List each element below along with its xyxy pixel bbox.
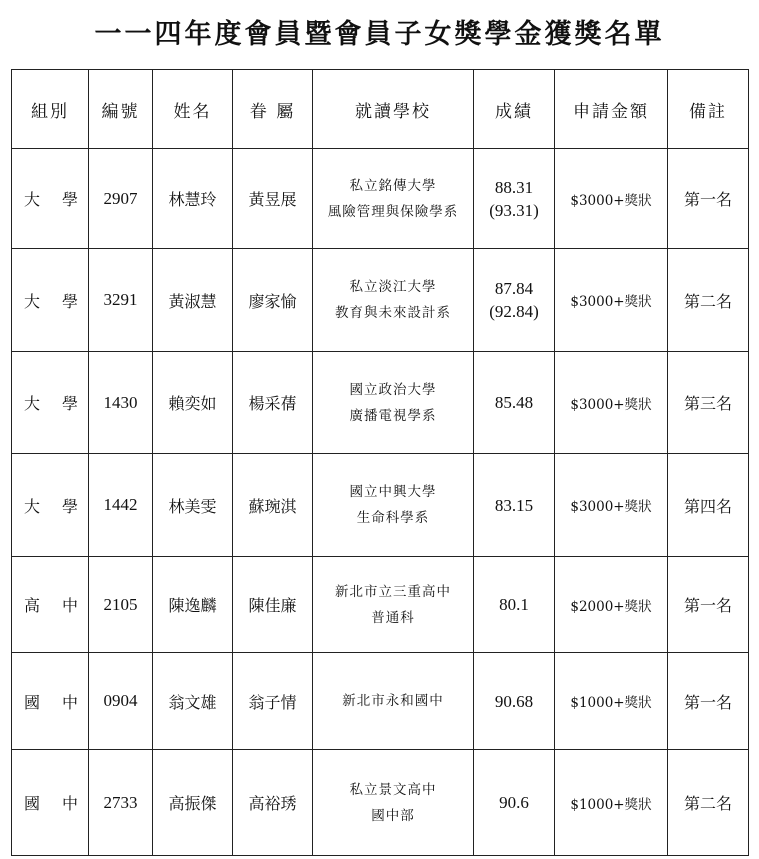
cell-note: 第三名 xyxy=(668,352,749,454)
group-char: 高 xyxy=(24,596,41,615)
score-line: 88.31 xyxy=(494,177,534,197)
cell-dependent: 廖家愉 xyxy=(233,249,313,352)
cell-score xyxy=(474,557,555,653)
group-char: 中 xyxy=(61,794,78,813)
cell-id: 3291 xyxy=(89,249,153,352)
cell-dependent: 蘇琬淇 xyxy=(233,454,313,557)
cell-school xyxy=(313,454,474,557)
header-group: 組別 xyxy=(12,70,89,149)
school-line: 廣播電視學系 xyxy=(349,407,437,424)
awards-table xyxy=(11,69,749,856)
cell-dependent: 翁子情 xyxy=(233,653,313,750)
cell-group xyxy=(12,750,89,856)
group-char: 學 xyxy=(61,496,78,516)
cell-note: 第一名 xyxy=(668,653,749,750)
cell-name: 陳逸麟 xyxy=(153,557,233,653)
score-line: 87.84 xyxy=(494,279,534,298)
cell-group xyxy=(12,249,89,352)
cell-score xyxy=(474,653,555,750)
header-name: 姓名 xyxy=(153,70,233,149)
cell-name: 黃淑慧 xyxy=(153,249,233,352)
group-char: 中 xyxy=(61,596,78,615)
school-line: 教育與未來設計系 xyxy=(335,305,451,321)
cell-id: 2907 xyxy=(89,149,153,249)
school-line: 私立景文高中 xyxy=(349,781,437,798)
school-line: 新北市永和國中 xyxy=(342,693,444,709)
cell-amount: $3000+獎狀 xyxy=(555,352,668,454)
table-row xyxy=(12,653,749,750)
group-char: 學 xyxy=(61,394,78,413)
group-char: 大 xyxy=(24,496,41,516)
cell-school xyxy=(313,653,474,750)
cell-score xyxy=(474,352,555,454)
cell-id: 1430 xyxy=(89,352,153,454)
cell-name: 林慧玲 xyxy=(153,149,233,249)
cell-group xyxy=(12,149,89,249)
header-score: 成績 xyxy=(474,70,555,149)
table-row xyxy=(12,149,749,249)
cell-note: 第一名 xyxy=(668,149,749,249)
group-char: 國 xyxy=(24,692,41,712)
cell-id: 0904 xyxy=(89,653,153,750)
group-char: 學 xyxy=(61,190,78,209)
score-line: 90.68 xyxy=(494,691,534,711)
table-row xyxy=(12,750,749,856)
school-line: 國中部 xyxy=(371,807,415,824)
school-line: 普通科 xyxy=(371,609,415,626)
table-row xyxy=(12,557,749,653)
cell-note: 第二名 xyxy=(668,750,749,856)
cell-amount: $2000+獎狀 xyxy=(555,557,668,653)
cell-group xyxy=(12,653,89,750)
cell-note: 第四名 xyxy=(668,454,749,557)
cell-dependent: 高裕琇 xyxy=(233,750,313,856)
group-char: 大 xyxy=(24,394,41,413)
school-line: 私立淡江大學 xyxy=(349,279,437,295)
cell-name: 翁文雄 xyxy=(153,653,233,750)
school-line: 國立中興大學 xyxy=(349,484,437,500)
cell-group xyxy=(12,454,89,557)
cell-amount: $1000+獎狀 xyxy=(555,653,668,750)
school-line: 風險管理與保險學系 xyxy=(327,203,459,220)
cell-score xyxy=(474,750,555,856)
cell-score xyxy=(474,249,555,352)
cell-group xyxy=(12,557,89,653)
page-title: 一一四年度會員暨會員子女獎學金獲獎名單 xyxy=(94,19,665,50)
cell-amount: $3000+獎狀 xyxy=(555,249,668,352)
header-amount: 申請金額 xyxy=(555,70,668,149)
cell-dependent: 陳佳廉 xyxy=(233,557,313,653)
score-line: 85.48 xyxy=(494,393,534,412)
cell-group xyxy=(12,352,89,454)
score-line: 83.15 xyxy=(494,495,534,515)
score-line: 80.1 xyxy=(499,595,529,614)
table-row xyxy=(12,352,749,454)
cell-school xyxy=(313,352,474,454)
cell-id: 2105 xyxy=(89,557,153,653)
cell-amount: $1000+獎狀 xyxy=(555,750,668,856)
cell-score xyxy=(474,149,555,249)
header-id: 編號 xyxy=(89,70,153,149)
group-char: 大 xyxy=(24,291,41,311)
score-line: (92.84) xyxy=(489,302,539,321)
header-note: 備註 xyxy=(668,70,749,149)
group-char: 中 xyxy=(61,692,78,712)
cell-note: 第一名 xyxy=(668,557,749,653)
cell-school xyxy=(313,249,474,352)
cell-dependent: 黃昱展 xyxy=(233,149,313,249)
cell-dependent: 楊采蒨 xyxy=(233,352,313,454)
header-dependent: 眷 屬 xyxy=(233,70,313,149)
cell-name: 林美雯 xyxy=(153,454,233,557)
school-line: 生命科學系 xyxy=(356,510,430,526)
group-char: 大 xyxy=(24,190,41,209)
group-char: 國 xyxy=(24,794,41,813)
group-char: 學 xyxy=(61,291,78,311)
table-row xyxy=(12,249,749,352)
cell-score xyxy=(474,454,555,557)
cell-id: 2733 xyxy=(89,750,153,856)
school-line: 私立銘傳大學 xyxy=(349,177,437,194)
cell-school xyxy=(313,557,474,653)
school-line: 新北市立三重高中 xyxy=(335,583,451,600)
cell-amount: $3000+獎狀 xyxy=(555,454,668,557)
cell-id: 1442 xyxy=(89,454,153,557)
cell-amount: $3000+獎狀 xyxy=(555,149,668,249)
school-line: 國立政治大學 xyxy=(349,381,437,398)
cell-name: 高振傑 xyxy=(153,750,233,856)
table-row xyxy=(12,454,749,557)
header-row xyxy=(12,70,749,149)
cell-school xyxy=(313,750,474,856)
cell-school xyxy=(313,149,474,249)
cell-note: 第二名 xyxy=(668,249,749,352)
score-line: 90.6 xyxy=(499,793,529,812)
header-school: 就讀學校 xyxy=(313,70,474,149)
score-line: (93.31) xyxy=(489,200,539,220)
cell-name: 賴奕如 xyxy=(153,352,233,454)
